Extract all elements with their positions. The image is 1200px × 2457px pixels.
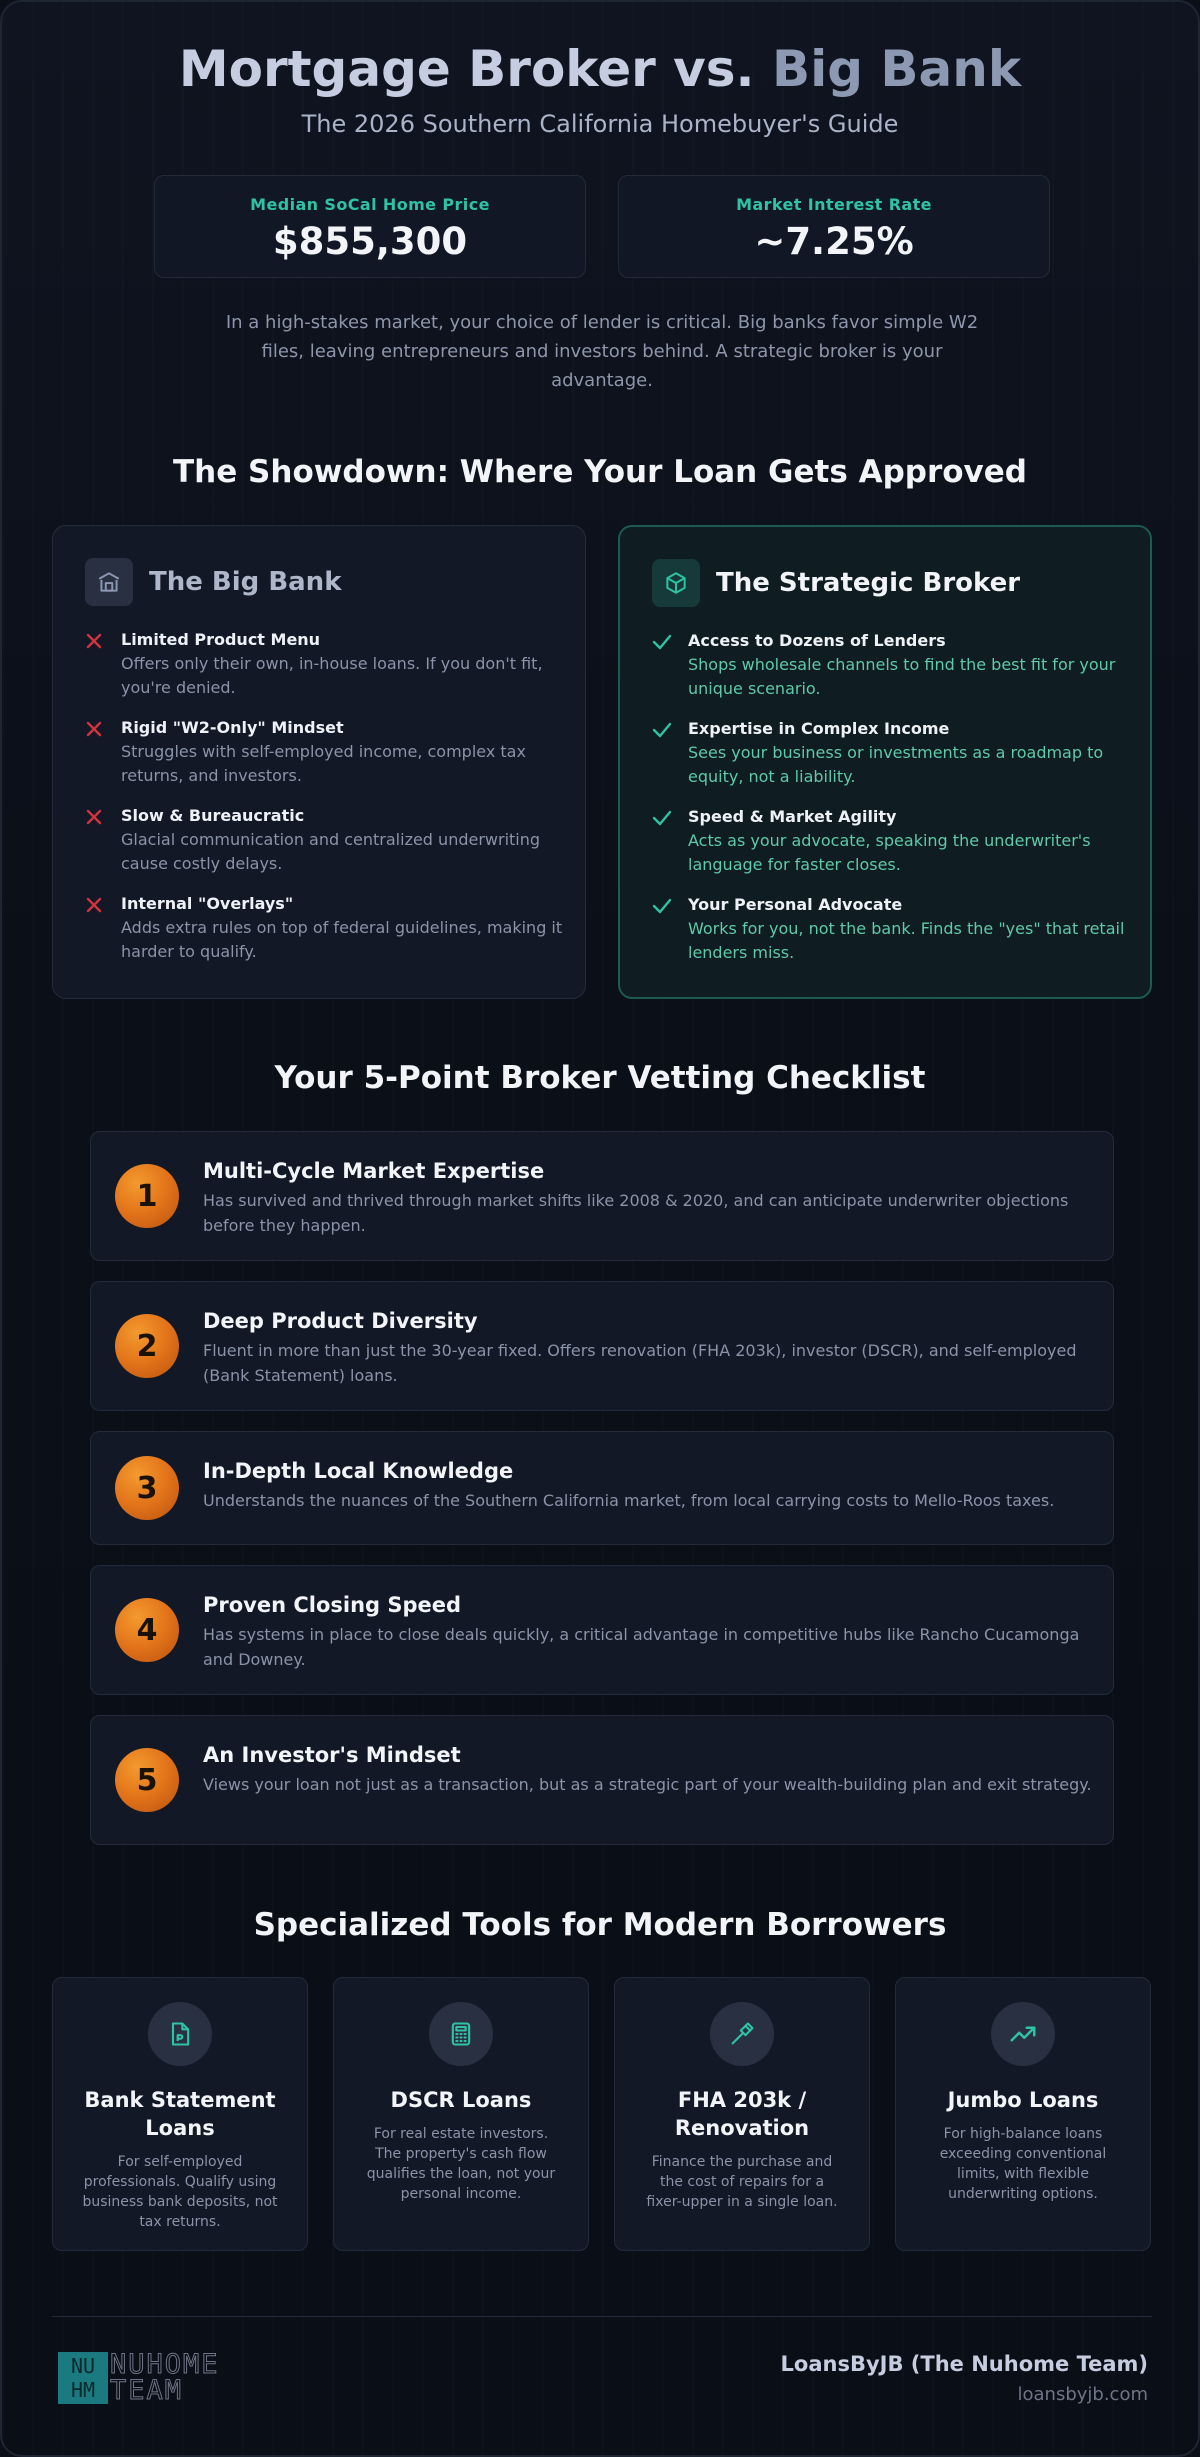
tool-desc: For real estate investors. The property's cash flow qualifies the loan, not your personal income. [366, 2126, 556, 2202]
strategic-broker-card [618, 525, 1152, 999]
hammer-icon [710, 2002, 774, 2066]
tool-desc: For high-balance loans exceeding conventional limits, with flexible underwriting options. [939, 2126, 1107, 2202]
brand-name: LoansByJB (The Nuhome Team) [780, 2352, 1148, 2376]
checklist-item-title: An Investor's Mindset [203, 1743, 461, 1767]
checklist-item [90, 1715, 1114, 1845]
logo-mark [58, 2352, 108, 2404]
big-bank-title: The Big Bank [149, 567, 342, 597]
tool-desc: For self-employed professionals. Qualify using business bank deposits, not tax returns. [82, 2154, 278, 2230]
page-title [2, 40, 1198, 98]
tool-title: Jumbo Loans [947, 2088, 1099, 2112]
stat-value: ~7.25% [754, 220, 914, 263]
checklist-item [90, 1131, 1114, 1261]
step-number-badge: 3 [115, 1456, 179, 1520]
item-title: Your Personal Advocate [688, 895, 903, 914]
checklist-item [90, 1281, 1114, 1411]
cross-icon [85, 894, 121, 982]
tool-card-bank-statement [52, 1977, 308, 2251]
tool-card-dscr [333, 1977, 589, 2251]
stat-card-home-price [154, 175, 586, 278]
document-icon [148, 2002, 212, 2066]
strategic-broker-title: The Strategic Broker [716, 568, 1021, 598]
stat-label: Market Interest Rate [736, 195, 932, 214]
calculator-icon [429, 2002, 493, 2066]
check-icon [652, 631, 688, 719]
step-number-badge: 4 [115, 1598, 179, 1662]
page-subtitle: The 2026 Southern California Homebuyer's Guide [301, 110, 899, 138]
bank-drawback-item [85, 630, 565, 718]
step-number-badge: 2 [115, 1314, 179, 1378]
bank-drawback-item [85, 894, 565, 982]
broker-benefit-item [652, 719, 1132, 807]
broker-benefit-item [652, 895, 1132, 983]
item-title: Access to Dozens of Lenders [688, 631, 946, 650]
cross-icon [85, 806, 121, 894]
item-title: Expertise in Complex Income [688, 719, 950, 738]
item-desc: Adds extra rules on top of federal guidelines, making it harder to qualify. [121, 918, 563, 961]
logo-word-bottom: TEAM [110, 2375, 184, 2406]
broker-benefit-item [652, 807, 1132, 895]
item-title: Limited Product Menu [121, 630, 321, 649]
logo-mark-top: NU [70, 2354, 96, 2378]
title-part-bank: Big Bank [771, 40, 1022, 98]
item-desc: Struggles with self-employed income, complex tax returns, and investors. [121, 742, 526, 785]
stat-value: $855,300 [272, 220, 468, 263]
item-title: Internal "Overlays" [121, 894, 294, 913]
tool-title: DSCR Loans [390, 2088, 532, 2112]
logo-wordmark [110, 2349, 220, 2406]
tool-title: Bank Statement Loans [84, 2088, 276, 2140]
step-number-badge: 1 [115, 1164, 179, 1228]
logo-word-top: NUHOME [110, 2349, 220, 2380]
checklist-item-title: Multi-Cycle Market Expertise [203, 1159, 545, 1183]
bank-icon [85, 558, 133, 606]
checklist-item [90, 1565, 1114, 1695]
cross-icon [85, 718, 121, 806]
item-title: Slow & Bureaucratic [121, 806, 305, 825]
footer-brand [781, 2352, 1148, 2405]
item-title: Speed & Market Agility [688, 807, 897, 826]
title-part-broker: Mortgage Broker vs. [178, 40, 755, 98]
checklist-item-title: Proven Closing Speed [203, 1593, 462, 1617]
item-desc: Works for you, not the bank. Finds the "yes" that retail lenders miss. [688, 919, 1125, 962]
check-icon [652, 719, 688, 807]
item-desc: Offers only their own, in-house loans. If you don't fit, you're denied. [121, 654, 543, 697]
bank-drawback-item [85, 806, 565, 894]
brand-url[interactable]: loansbyjb.com [1017, 2384, 1148, 2405]
nuhome-team-logo [58, 2349, 220, 2406]
checklist-item-desc: Fluent in more than just the 30-year fixed. Offers renovation (FHA 203k), investor (DSCR), and self-employed (Bank Statement) loans. [203, 1341, 1077, 1385]
item-desc: Shops wholesale channels to find the best fit for your unique scenario. [688, 655, 1116, 698]
item-desc: Sees your business or investments as a roadmap to equity, not a liability. [688, 743, 1104, 786]
stat-label: Median SoCal Home Price [250, 195, 490, 214]
tool-desc: Finance the purchase and the cost of repairs for a fixer-upper in a single loan. [646, 2154, 838, 2210]
tool-card-jumbo [895, 1977, 1151, 2251]
showdown-title: The Showdown: Where Your Loan Gets Approved [173, 454, 1027, 490]
item-desc: Glacial communication and centralized underwriting cause costly delays. [121, 830, 541, 873]
logo-mark-bottom: HM [70, 2378, 96, 2402]
check-icon [652, 807, 688, 895]
checklist-item-desc: Understands the nuances of the Southern California market, from local carrying costs to Mello-Roos taxes. [203, 1491, 1055, 1510]
checklist-item-desc: Has systems in place to close deals quickly, a critical advantage in competitive hubs like Rancho Cucamonga and Downey. [203, 1625, 1080, 1669]
checklist-item-title: In-Depth Local Knowledge [203, 1459, 514, 1483]
broker-benefit-item [652, 631, 1132, 719]
tool-title: FHA 203k / Renovation [674, 2088, 810, 2140]
cross-icon [85, 630, 121, 718]
tool-card-fha-203k [614, 1977, 870, 2251]
item-desc: Acts as your advocate, speaking the underwriter's language for faster closes. [688, 831, 1091, 874]
checklist-item-title: Deep Product Diversity [203, 1309, 478, 1333]
trending-up-icon [991, 2002, 1055, 2066]
checklist-item-desc: Has survived and thrived through market shifts like 2008 & 2020, and can anticipate underwriter objections before they happen. [203, 1191, 1069, 1235]
checklist-item [90, 1431, 1114, 1545]
check-icon [652, 895, 688, 983]
bank-drawback-item [85, 718, 565, 806]
checklist-title: Your 5-Point Broker Vetting Checklist [274, 1060, 926, 1096]
tools-title: Specialized Tools for Modern Borrowers [253, 1907, 947, 1943]
big-bank-card [52, 525, 586, 999]
step-number-badge: 5 [115, 1748, 179, 1812]
intro-paragraph: In a high-stakes market, your choice of lender is critical. Big banks favor simple W2 files, leaving entrepreneurs and investors behind. A strategic broker is your advantage. [225, 312, 979, 391]
cube-icon [652, 559, 700, 607]
stat-card-interest-rate [618, 175, 1050, 278]
footer-divider [52, 2316, 1152, 2317]
checklist-item-desc: Views your loan not just as a transaction, but as a strategic part of your wealth-building plan and exit strategy. [203, 1775, 1092, 1794]
item-title: Rigid "W2-Only" Mindset [121, 718, 344, 737]
